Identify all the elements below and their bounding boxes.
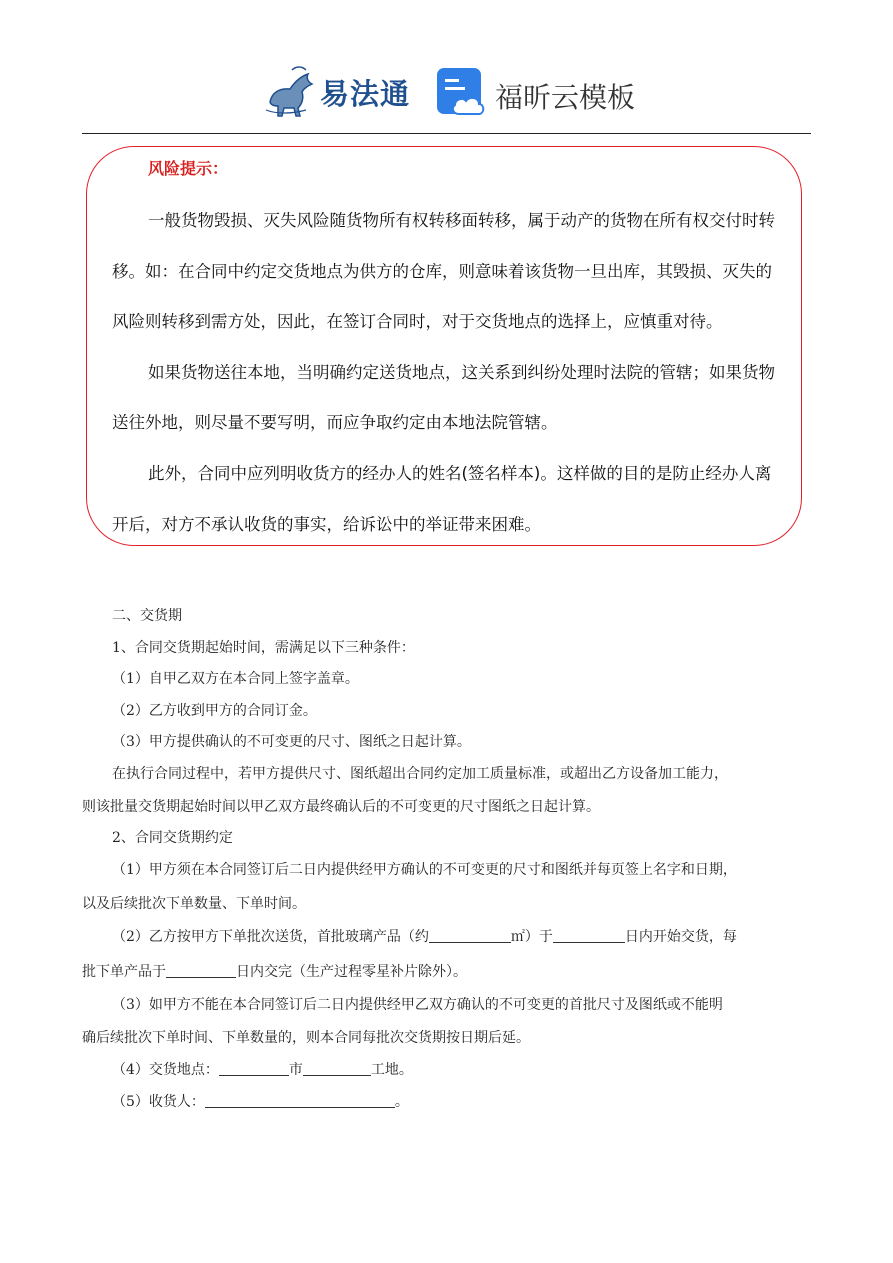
- fill-blank-finish-days[interactable]: [166, 963, 236, 978]
- clause-text: ㎡）于: [510, 929, 553, 945]
- cloud-document-icon: [435, 66, 487, 118]
- clause-text: （2）乙方收到甲方的合同订金。: [112, 703, 317, 719]
- clause-text: 。: [394, 1094, 409, 1110]
- risk-notice-box: [86, 146, 802, 546]
- logo2-text: 福昕云模板: [495, 81, 636, 114]
- clause-text: 市: [288, 1062, 303, 1078]
- section-heading: 二、交货期: [112, 608, 182, 624]
- clause-line: [112, 1091, 409, 1111]
- clause-text: 工地。: [370, 1062, 413, 1078]
- risk-line: 开后，对方不承认收货的事实，给诉讼中的举证带来困难。: [112, 515, 541, 534]
- clause-text: 日内开始交货，每: [624, 929, 737, 945]
- header-divider: [82, 133, 811, 134]
- horse-icon: [262, 62, 322, 120]
- page-header: [0, 58, 893, 128]
- clause-line: [112, 1059, 413, 1079]
- clause-text: 确后续批次下单时间、下单数量的，则本合同每批次交货期按日期后延。: [82, 1030, 530, 1046]
- fill-blank-receiver[interactable]: [205, 1093, 395, 1108]
- fill-blank-city[interactable]: [219, 1061, 289, 1076]
- clause-line: [82, 961, 467, 981]
- clause-text: （4）交货地点：: [112, 1062, 219, 1078]
- clause-text: （5）收货人：: [112, 1094, 205, 1110]
- risk-notice-title: 风险提示：: [148, 159, 229, 178]
- clause-text: 1、合同交货期起始时间，需满足以下三种条件：: [112, 640, 415, 656]
- risk-line: 风险则转移到需方处，因此，在签订合同时，对于交货地点的选择上，应慎重对待。: [112, 312, 723, 331]
- foxit-template-logo: [435, 66, 645, 122]
- fill-blank-quantity[interactable]: [429, 928, 511, 943]
- fill-blank-start-days[interactable]: [553, 928, 625, 943]
- clause-text: 在执行合同过程中，若甲方提供尺寸、图纸超出合同约定加工质量标准，或超出乙方设备加工能力，: [112, 766, 728, 782]
- clause-text: 日内交完（生产过程零星补片除外）。: [236, 964, 467, 980]
- logo1-text: 易法通: [320, 77, 411, 111]
- clause-text: （1）自甲乙双方在本合同上签字盖章。: [112, 671, 359, 687]
- risk-line: 一般货物毁损、灭失风险随货物所有权转移面转移，属于动产的货物在所有权交付时转: [148, 211, 775, 230]
- clause-text: 以及后续批次下单数量、下单时间。: [82, 896, 306, 912]
- clause-line: [112, 926, 737, 946]
- risk-line: 此外，合同中应列明收货方的经办人的姓名(签名样本)。这样做的目的是防止经办人离: [148, 464, 772, 483]
- clause-text: 则该批量交货期起始时间以甲乙双方最终确认后的不可变更的尺寸图纸之日起计算。: [82, 799, 600, 815]
- clause-text: （1）甲方须在本合同签订后二日内提供经甲方确认的不可变更的尺寸和图纸并每页签上名字和日期，: [112, 862, 737, 878]
- fill-blank-site[interactable]: [303, 1061, 371, 1076]
- risk-line: 移。如：在合同中约定交货地点为供方的仓库，则意味着该货物一旦出库，其毁损、灭失的: [112, 262, 772, 281]
- risk-line: 如果货物送往本地，当明确约定送货地点，这关系到纠纷处理时法院的管辖；如果货物: [148, 363, 775, 382]
- clause-text: 批下单产品于: [82, 964, 166, 980]
- risk-line: 送往外地，则尽量不要写明，而应争取约定由本地法院管辖。: [112, 413, 558, 432]
- section-heading: 2、合同交货期约定: [112, 830, 233, 846]
- clause-text: （3）如甲方不能在本合同签订后二日内提供经甲乙双方确认的不可变更的首批尺寸及图纸或不能明: [112, 997, 723, 1013]
- yifatong-logo: [262, 62, 422, 120]
- clause-text: （2）乙方按甲方下单批次送货，首批玻璃产品（约: [112, 929, 429, 945]
- clause-text: （3）甲方提供确认的不可变更的尺寸、图纸之日起计算。: [112, 734, 471, 750]
